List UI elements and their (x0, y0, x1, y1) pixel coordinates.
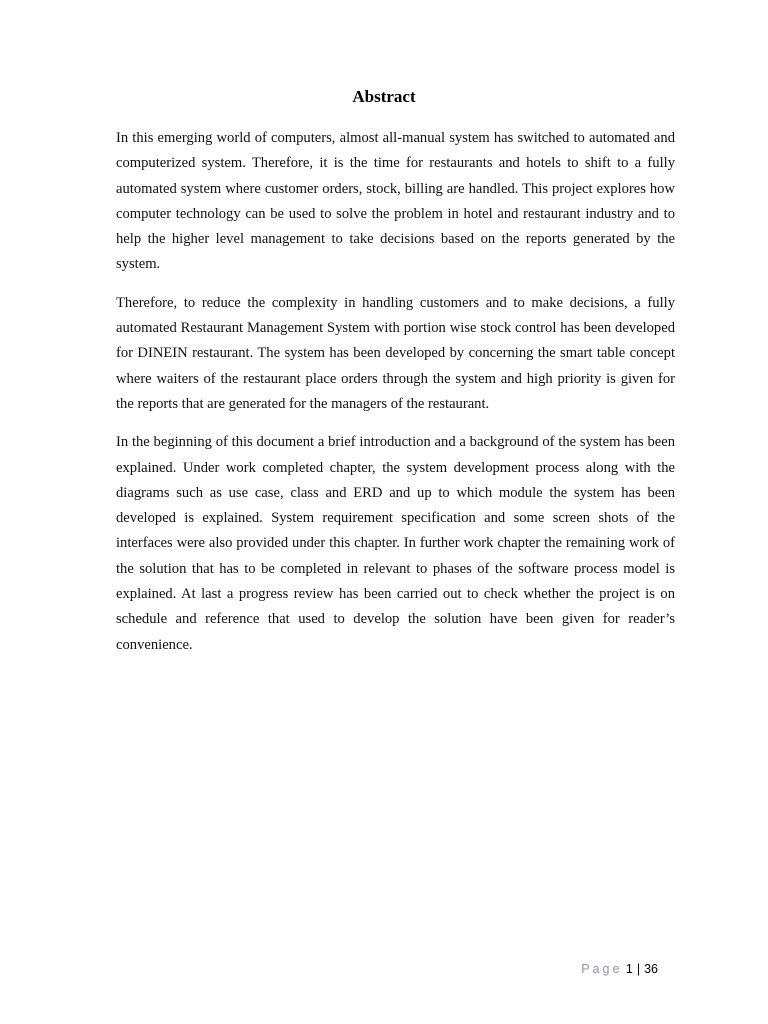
page-label: Page (581, 962, 623, 976)
total-pages: 36 (644, 962, 658, 976)
page-footer (581, 962, 658, 976)
page-separator: | (636, 962, 641, 976)
page-number: 1 (625, 962, 633, 976)
paragraph: In this emerging world of computers, almost all-manual system has switched to automated and computerized system. Therefore, it is the time for restaurants and hotels to shift to a fully automated system where customer orders, stock, billing are handled. This project explores how computer technology can be used to solve the problem in hotel and restaurant industry and to help the higher level management to take decisions based on the reports generated by the system. (116, 130, 675, 273)
paragraph: Therefore, to reduce the complexity in handling customers and to make decisions, a fully automated Restaurant Management System with portion wise stock control has been developed for DINEIN restaurant. The system has been developed by concerning the smart table concept where waiters of the restaurant place orders through the system and high priority is given for the reports that are generated for the managers of the restaurant. (116, 294, 675, 412)
page-title: Abstract (352, 87, 416, 106)
paragraph: In the beginning of this document a brief introduction and a background of the system has been explained. Under work completed chapter, the system development process along with the diagrams such as use case, class and ERD and up to which module the system has been developed is explained. System requirement specification and some screen shots of the interfaces were also provided under this chapter. In further work chapter the remaining work of the solution that has to be completed in relevant to phases of the software process model is explained. At last a progress review has been carried out to check whether the project is on schedule and reference that used to develop the solution have been given for reader’s convenience. (116, 434, 675, 653)
abstract-body (116, 126, 675, 671)
